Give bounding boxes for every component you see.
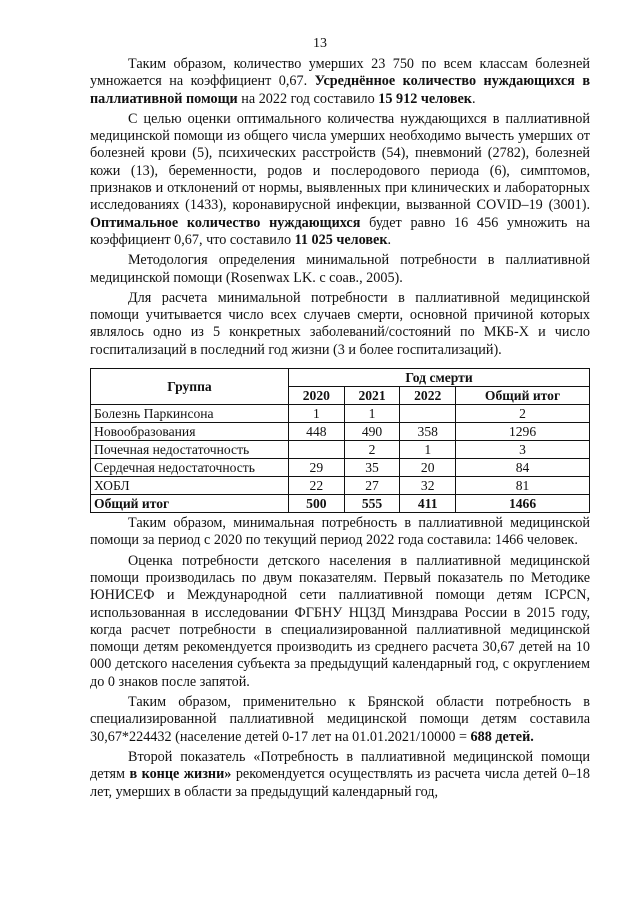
paragraph-2-text-b: будет равно 16 456 умножить на коэффициент 0,67, что составило (90, 214, 590, 248)
table-cell: 1 (344, 405, 400, 423)
paragraph-7 (90, 694, 590, 746)
table-col-header: 2022 (400, 387, 456, 405)
table-row (91, 405, 590, 423)
table-header-year: Год смерти (289, 369, 590, 387)
paragraph-2-text-a: С целью оценки оптимального количества нуждающихся в паллиативной медицинской помощи из общего числа умерших необходимо вычесть умерших от болезней крови (5), психических расстройств (54), пневмоний (2782), болезней кожи (13), беременности, родов и послеродового периода (6), симптомов, признаков и отклонений от нормы, выявленных при клинических и лабораторных исследованиях (1433), коронавирусной инфекции, вызванной COVID–19 (3001). (90, 110, 590, 214)
table-cell-name: Общий итог (91, 495, 289, 513)
table-cell: 32 (400, 477, 456, 495)
paragraph-1-text-b: на 2022 год составило (237, 90, 379, 107)
table-cell: 1466 (456, 495, 590, 513)
paragraph-2 (90, 111, 590, 249)
table-cell: 84 (456, 459, 590, 477)
table-header-row (91, 369, 590, 387)
page-number: 13 (313, 36, 327, 51)
table-row (91, 423, 590, 441)
paragraph-1-text-a: Таким образом, количество умерших 23 750 по всем классам болезней умножается на коэффициент 0,67. (90, 56, 590, 90)
paragraph-2-text-c: . (387, 231, 392, 248)
table-cell: 27 (344, 477, 400, 495)
paragraph-1-bold-a: Усреднённое количество нуждающихся в паллиативной помощи (90, 73, 590, 107)
table-cell: 29 (289, 459, 345, 477)
table-cell-name: ХОБЛ (91, 477, 289, 495)
paragraph-4: Для расчета минимальной потребности в паллиативной медицинской помощи учитывается число всех случаев смерти, основной причиной которых являлось одно из 5 конкретных заболеваний/состояний по МКБ-X и число госпитализаций в последний год жизни (3 и более госпитализаций). (90, 289, 590, 358)
paragraph-6: Оценка потребности детского населения в паллиативной медицинской помощи производилась по двум показателям. Первый показатель по Методике ЮНИСЕФ и Международной сети паллиативной помощи детям ICPCN, использованная в исследовании ФГБНУ НЦЗД Минздрава России в 2015 году, когда расчет потребности в специализированной паллиативной медицинской помощи детям рекомендуется производить из среднего расчета 30,67 детей на 10 000 детского населения субъекта за предыдущий календарный год, с округлением до 0 знаков после запятой. (90, 552, 590, 690)
table-cell-name: Новообразования (91, 423, 289, 441)
paragraph-7-text-a: Таким образом, применительно к Брянской области потребность в специализированной паллиативной медицинской помощи детям составила 30,67*224432 (население детей 0-17 лет на 01.01.2021/10000 = (90, 694, 590, 745)
table-cell: 35 (344, 459, 400, 477)
table-col-header: 2020 (289, 387, 345, 405)
paragraph-1 (90, 56, 590, 108)
table-cell (289, 441, 345, 459)
paragraph-8 (90, 749, 590, 801)
table-cell: 1 (289, 405, 345, 423)
table-cell: 1 (400, 441, 456, 459)
table-cell: 22 (289, 477, 345, 495)
table-cell: 2 (344, 441, 400, 459)
paragraph-2-bold-a: Оптимальное количество нуждающихся (90, 214, 361, 231)
table-cell: 1296 (456, 423, 590, 441)
paragraph-8-bold-a: в конце жизни» (129, 766, 232, 783)
table-header-group: Группа (91, 369, 289, 405)
paragraph-7-bold-a: 688 детей. (470, 728, 534, 745)
table-cell: 3 (456, 441, 590, 459)
table-col-header: 2021 (344, 387, 400, 405)
table-cell: 411 (400, 495, 456, 513)
table-cell: 500 (289, 495, 345, 513)
table-cell: 81 (456, 477, 590, 495)
paragraph-1-bold-b: 15 912 человек (378, 90, 472, 107)
table-cell (400, 405, 456, 423)
paragraph-8-text-a: Второй показатель «Потребность в паллиативной медицинской помощи детям (90, 748, 590, 783)
paragraph-2-bold-b: 11 025 человек (294, 231, 388, 248)
table-cell-name: Почечная недостаточность (91, 441, 289, 459)
table-cell: 448 (289, 423, 345, 441)
table-col-header: Общий итог (456, 387, 590, 405)
paragraph-1-text-c: . (471, 90, 476, 107)
table-cell: 20 (400, 459, 456, 477)
table-cell-name: Сердечная недостаточность (91, 459, 289, 477)
table-row (91, 441, 590, 459)
table-row (91, 477, 590, 495)
table-cell: 358 (400, 423, 456, 441)
table-row (91, 459, 590, 477)
table-cell: 2 (456, 405, 590, 423)
paragraph-3: Методология определения минимальной потребности в паллиативной медицинской помощи (Rosenwax LK. с соав., 2005). (90, 252, 590, 286)
table-total-row (91, 495, 590, 513)
table-cell: 555 (344, 495, 400, 513)
paragraph-8-text-b: рекомендуется осуществлять из расчета числа детей 0–18 лет, умерших в области за предыдущий календарный год, (90, 766, 590, 800)
paragraph-5: Таким образом, минимальная потребность в паллиативной медицинской помощи за период с 2020 по текущий период 2022 года составила: 1466 человек. (90, 515, 590, 549)
table-cell: 490 (344, 423, 400, 441)
document-body (90, 56, 590, 804)
table-cell-name: Болезнь Паркинсона (91, 405, 289, 423)
mortality-table (90, 368, 590, 513)
